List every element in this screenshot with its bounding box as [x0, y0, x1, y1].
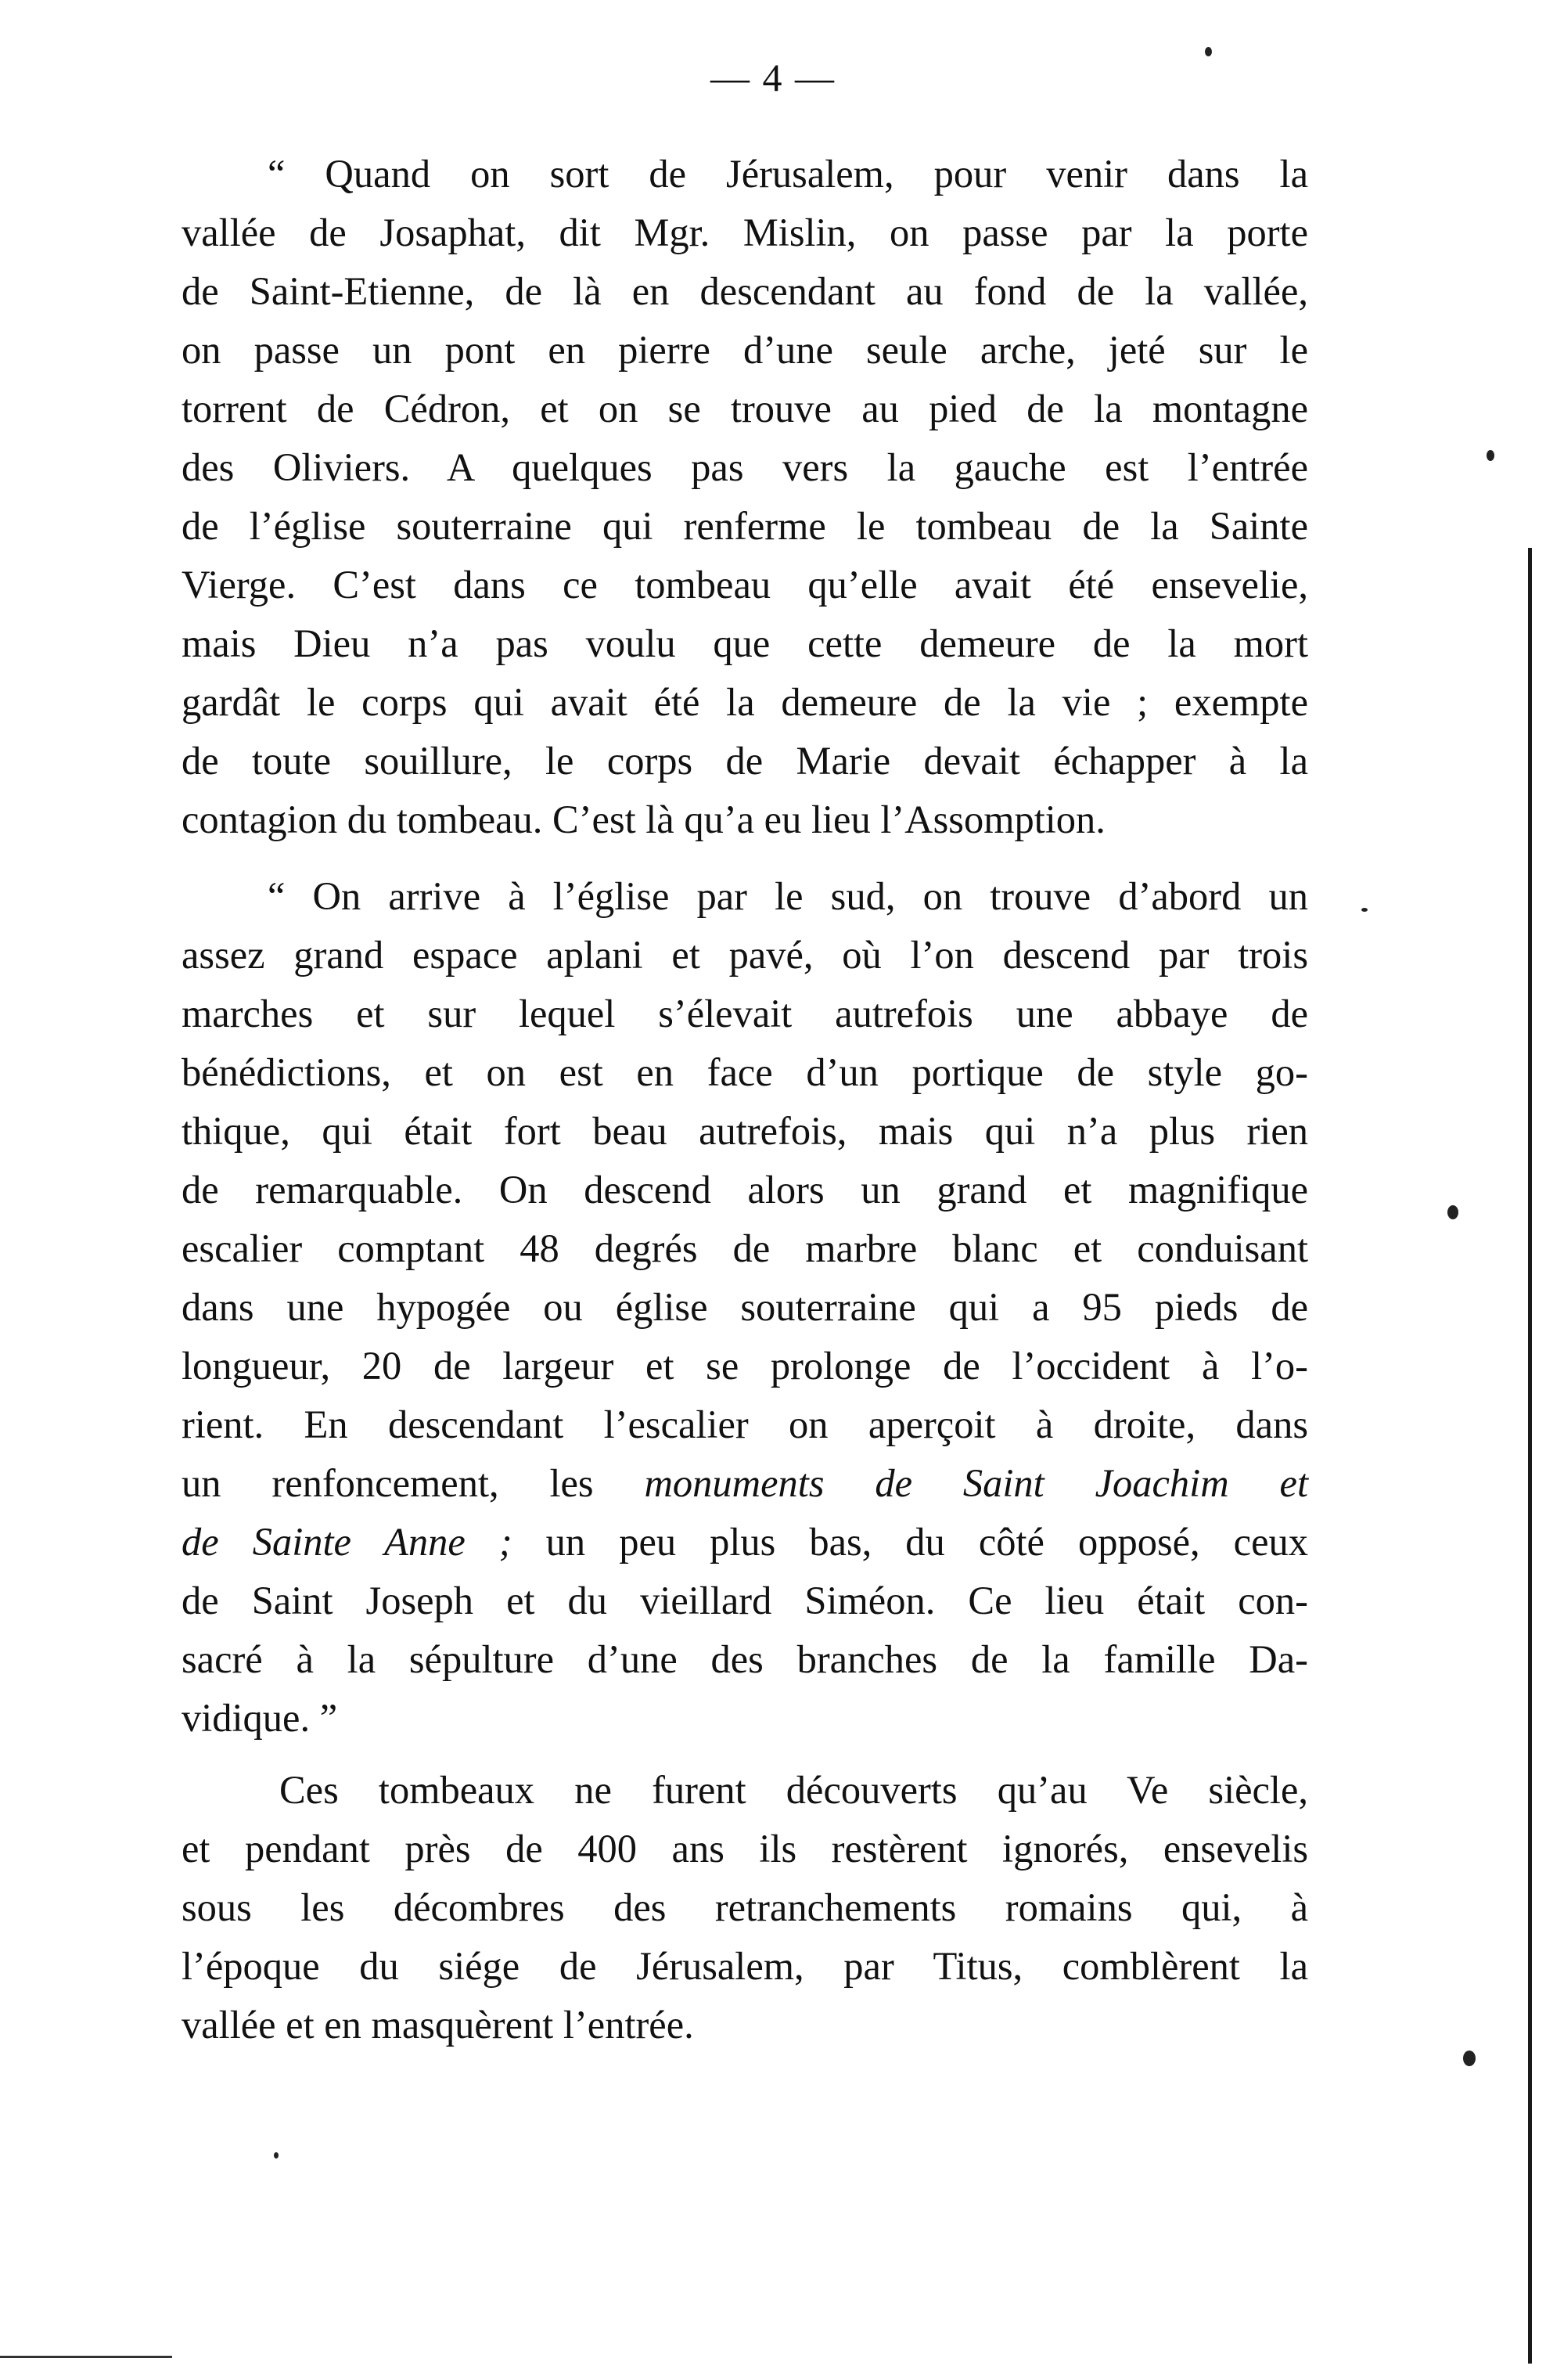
text-line: de remarquable. On descend alors un grand et magnifique — [182, 1168, 1308, 1212]
scan-speck — [1205, 47, 1212, 56]
scan-speck — [274, 2152, 279, 2159]
scan-edge-rule — [0, 2356, 172, 2358]
paragraph-2 — [182, 867, 1308, 1748]
paragraph-3 — [182, 1761, 1308, 2054]
text-line: “ On arrive à l’église par le sud, on trouve d’abord un — [268, 874, 1308, 918]
text-line: assez grand espace aplani et pavé, où l’on descend par trois — [182, 933, 1308, 977]
text-line: sacré à la sépulture d’une des branches de la famille Da- — [182, 1637, 1308, 1681]
text-line: Vierge. C’est dans ce tombeau qu’elle avait été ensevelie, — [182, 563, 1308, 607]
text-line: de l’église souterraine qui renferme le tombeau de la Sainte — [182, 504, 1308, 548]
text-line: sous les décombres des retranchements romains qui, à — [182, 1885, 1308, 1929]
scan-speck — [1463, 2051, 1476, 2066]
text-line: vallée et en masquèrent l’entrée. — [182, 2003, 694, 2047]
text-line: on passe un pont en pierre d’une seule arche, jeté sur le — [182, 328, 1308, 372]
text-line: marches et sur lequel s’élevait autrefois une abbaye de — [182, 992, 1308, 1035]
text-line: “ Quand on sort de Jérusalem, pour venir dans la — [268, 152, 1308, 196]
text-line: longueur, 20 de largeur et se prolonge de l’occident à l’o- — [182, 1344, 1308, 1388]
text-line: dans une hypogée ou église souterraine qui a 95 pieds de — [182, 1285, 1308, 1329]
text-line: thique, qui était fort beau autrefois, mais qui n’a plus rien — [182, 1109, 1308, 1153]
text-line: mais Dieu n’a pas voulu que cette demeure de la mort — [182, 621, 1308, 665]
text-run: un peu plus bas, du côté opposé, ceux — [545, 1520, 1309, 1564]
scan-speck — [1487, 450, 1494, 461]
scan-speck — [1361, 908, 1368, 912]
paragraph-1 — [182, 145, 1308, 849]
text-line: vidique. ” — [182, 1696, 338, 1740]
text-line: bénédictions, et on est en face d’un portique de style go- — [182, 1050, 1308, 1094]
text-line: des Oliviers. A quelques pas vers la gauche est l’entrée — [182, 445, 1308, 489]
text-line: Ces tombeaux ne furent découverts qu’au Ve siècle, — [279, 1768, 1308, 1812]
text-line-mixed — [182, 1454, 1308, 1513]
text-line: gardât le corps qui avait été la demeure de la vie ; exempte — [182, 680, 1308, 724]
text-line: de Saint Joseph et du vieillard Siméon. Ce lieu était con- — [182, 1579, 1308, 1622]
page-binding-edge — [1520, 548, 1532, 2364]
text-line: escalier comptant 48 degrés de marbre blanc et conduisant — [182, 1226, 1308, 1270]
text-line: contagion du tombeau. C’est là qu’a eu lieu l’Assomption. — [182, 798, 1106, 841]
page-number: — 4 — — [710, 56, 836, 99]
text-line-mixed — [182, 1513, 1308, 1572]
text-line: rient. En descendant l’escalier on aperçoit à droite, dans — [182, 1402, 1308, 1446]
text-line: l’époque du siége de Jérusalem, par Titus, comblèrent la — [182, 1944, 1308, 1988]
italic-title: de Sainte Anne ; — [182, 1520, 512, 1564]
text-line: et pendant près de 400 ans ils restèrent ignorés, ensevelis — [182, 1827, 1308, 1871]
scan-speck — [1447, 1205, 1458, 1219]
italic-title: monuments de Saint Joachim et — [644, 1461, 1308, 1505]
text-line: torrent de Cédron, et on se trouve au pied de la montagne — [182, 387, 1308, 430]
text-line: de toute souillure, le corps de Marie devait échapper à la — [182, 739, 1308, 783]
text-run: un renfoncement, les — [182, 1461, 594, 1505]
text-line: vallée de Josaphat, dit Mgr. Mislin, on passe par la porte — [182, 211, 1308, 254]
text-line: de Saint-Etienne, de là en descendant au fond de la vallée, — [182, 269, 1308, 313]
